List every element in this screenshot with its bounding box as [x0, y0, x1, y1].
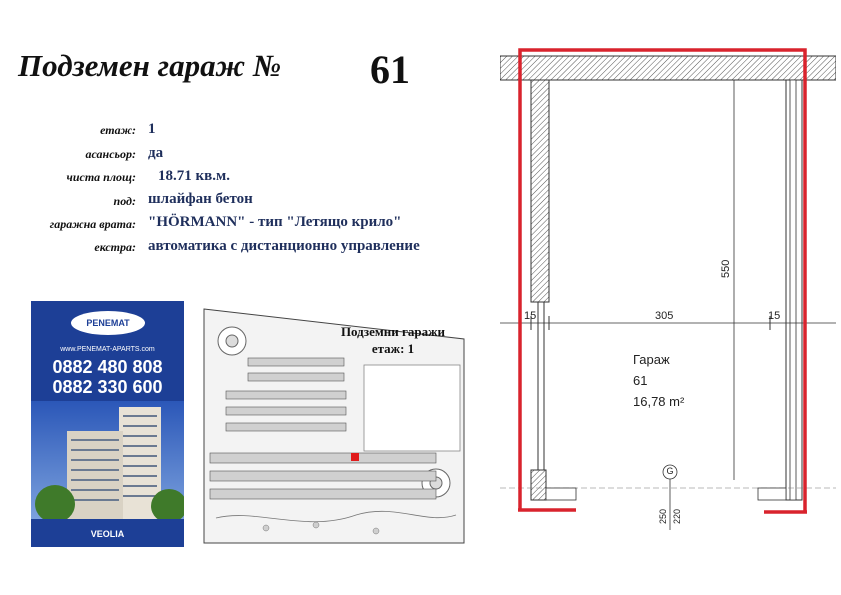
room-area: 16,78 m² — [633, 394, 685, 409]
highlighted-garage — [351, 453, 359, 461]
spec-label-area: чиста площ: — [66, 170, 136, 184]
dim-depth: 550 — [720, 259, 732, 278]
site-plan — [196, 303, 478, 547]
spec-label-garage-door: гаражна врата: — [49, 217, 136, 231]
floor-plan-drawing — [500, 40, 836, 530]
garage-number: 61 — [370, 47, 410, 92]
spec-label-elevator: асансьор: — [85, 147, 136, 161]
ad-photo — [31, 401, 184, 547]
room-name: Гараж — [633, 352, 670, 367]
site-plan-floor: етаж: 1 — [371, 341, 415, 356]
grid-marker-label: G — [666, 466, 674, 476]
dim-bottom-b: 220 — [672, 508, 682, 524]
spec-value-garage-door: "HÖRMANN" - тип "Летящо крило" — [148, 214, 402, 230]
site-plan-title: Подземни гаражи — [340, 324, 446, 339]
dim-wall-right: 15 — [768, 310, 781, 322]
spec-value-floor: 1 — [148, 121, 156, 137]
spec-value-elevator: да — [148, 145, 164, 161]
dim-width: 305 — [655, 310, 674, 322]
spec-value-area: 18.71 кв.м. — [158, 168, 230, 184]
partner-logo: VEOLIA — [90, 529, 125, 539]
spec-label-floor: етаж: — [100, 123, 136, 137]
spec-label-floor-type: под: — [113, 194, 136, 208]
page-title: Подземен гараж № — [18, 48, 282, 83]
floor-plan — [500, 40, 836, 530]
room-number: 61 — [633, 373, 648, 388]
ad-phone-2: 0882 330 600 — [52, 377, 163, 397]
building-block — [67, 431, 123, 527]
spec-label-extra: екстра: — [94, 240, 136, 254]
ad-phone-1: 0882 480 808 — [52, 357, 163, 377]
advertisement-banner — [31, 301, 184, 547]
dim-bottom-a: 250 — [658, 508, 668, 524]
spec-value-extra: автоматика с дистанционно управление — [148, 238, 420, 254]
brand-logo: PENEMAT — [71, 311, 145, 335]
tree — [35, 485, 75, 523]
tree — [151, 489, 184, 523]
spec-value-floor-type: шлайфан бетон — [148, 191, 253, 207]
ad-website: www.PENEMAT-APARTS.com — [60, 346, 155, 353]
dim-wall-left: 15 — [524, 310, 537, 322]
